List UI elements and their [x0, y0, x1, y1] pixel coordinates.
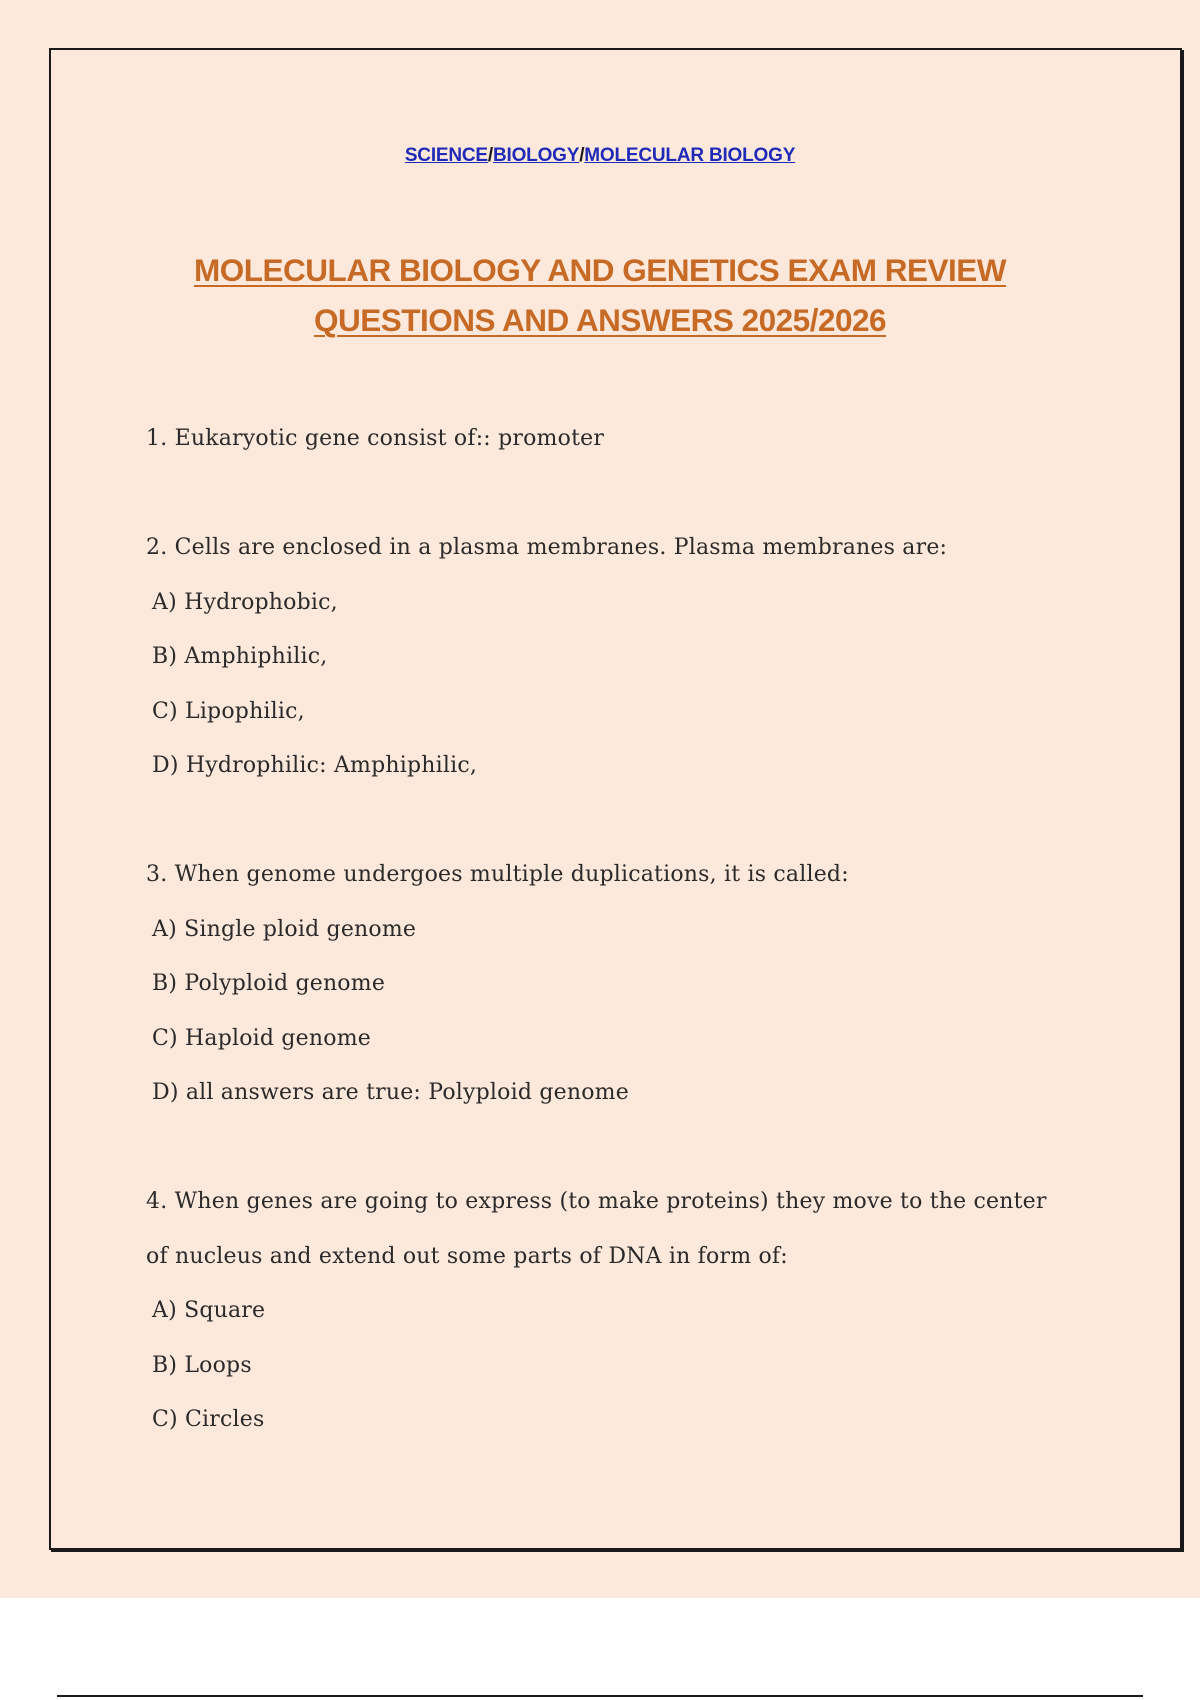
question-4 [146, 1175, 1106, 1448]
answer-option: B) Loops [152, 1352, 252, 1378]
question-list [146, 412, 1106, 1448]
answer-option: C) Haploid genome [152, 1025, 371, 1051]
title-line-2: QUESTIONS AND ANSWERS 2025/2026 [313, 302, 887, 338]
document-title [0, 245, 1200, 345]
question-2 [146, 521, 1106, 794]
breadcrumb [0, 145, 1200, 167]
question-text: 3. When genome undergoes multiple duplications, it is called: [146, 862, 849, 887]
footer-divider [57, 1695, 1143, 1697]
question-1 [146, 412, 1106, 467]
breadcrumb-link-science[interactable]: SCIENCE [404, 145, 488, 166]
breadcrumb-separator: / [579, 145, 585, 166]
question-text: 1. Eukaryotic gene consist of:: promoter [146, 426, 605, 451]
answer-option: C) Circles [152, 1407, 265, 1432]
question-text-continued: of nucleus and extend out some parts of DNA in form of: [146, 1243, 788, 1269]
breadcrumb-link-molecular-biology[interactable]: MOLECULAR BIOLOGY [584, 145, 796, 166]
question-text: 2. Cells are enclosed in a plasma membranes. Plasma membranes are: [146, 535, 948, 560]
answer-option: A) Hydrophobic, [152, 589, 338, 615]
answer-option: D) Hydrophilic: Amphiphilic, [152, 753, 478, 778]
question-text: 4. When genes are going to express (to make proteins) they move to the center [146, 1189, 1047, 1214]
answer-option: B) Polyploid genome [152, 971, 386, 996]
title-line-1: MOLECULAR BIOLOGY AND GENETICS EXAM REVIEW [193, 252, 1007, 288]
breadcrumb-link-biology[interactable]: BIOLOGY [492, 145, 580, 166]
answer-option: D) all answers are true: Polyploid genome [152, 1080, 629, 1105]
question-3 [146, 848, 1106, 1121]
answer-option: C) Lipophilic, [152, 698, 305, 724]
breadcrumb-separator: / [487, 145, 493, 166]
answer-option: A) Single ploid genome [152, 916, 417, 942]
answer-option: B) Amphiphilic, [152, 644, 328, 669]
answer-option: A) Square [152, 1298, 266, 1323]
